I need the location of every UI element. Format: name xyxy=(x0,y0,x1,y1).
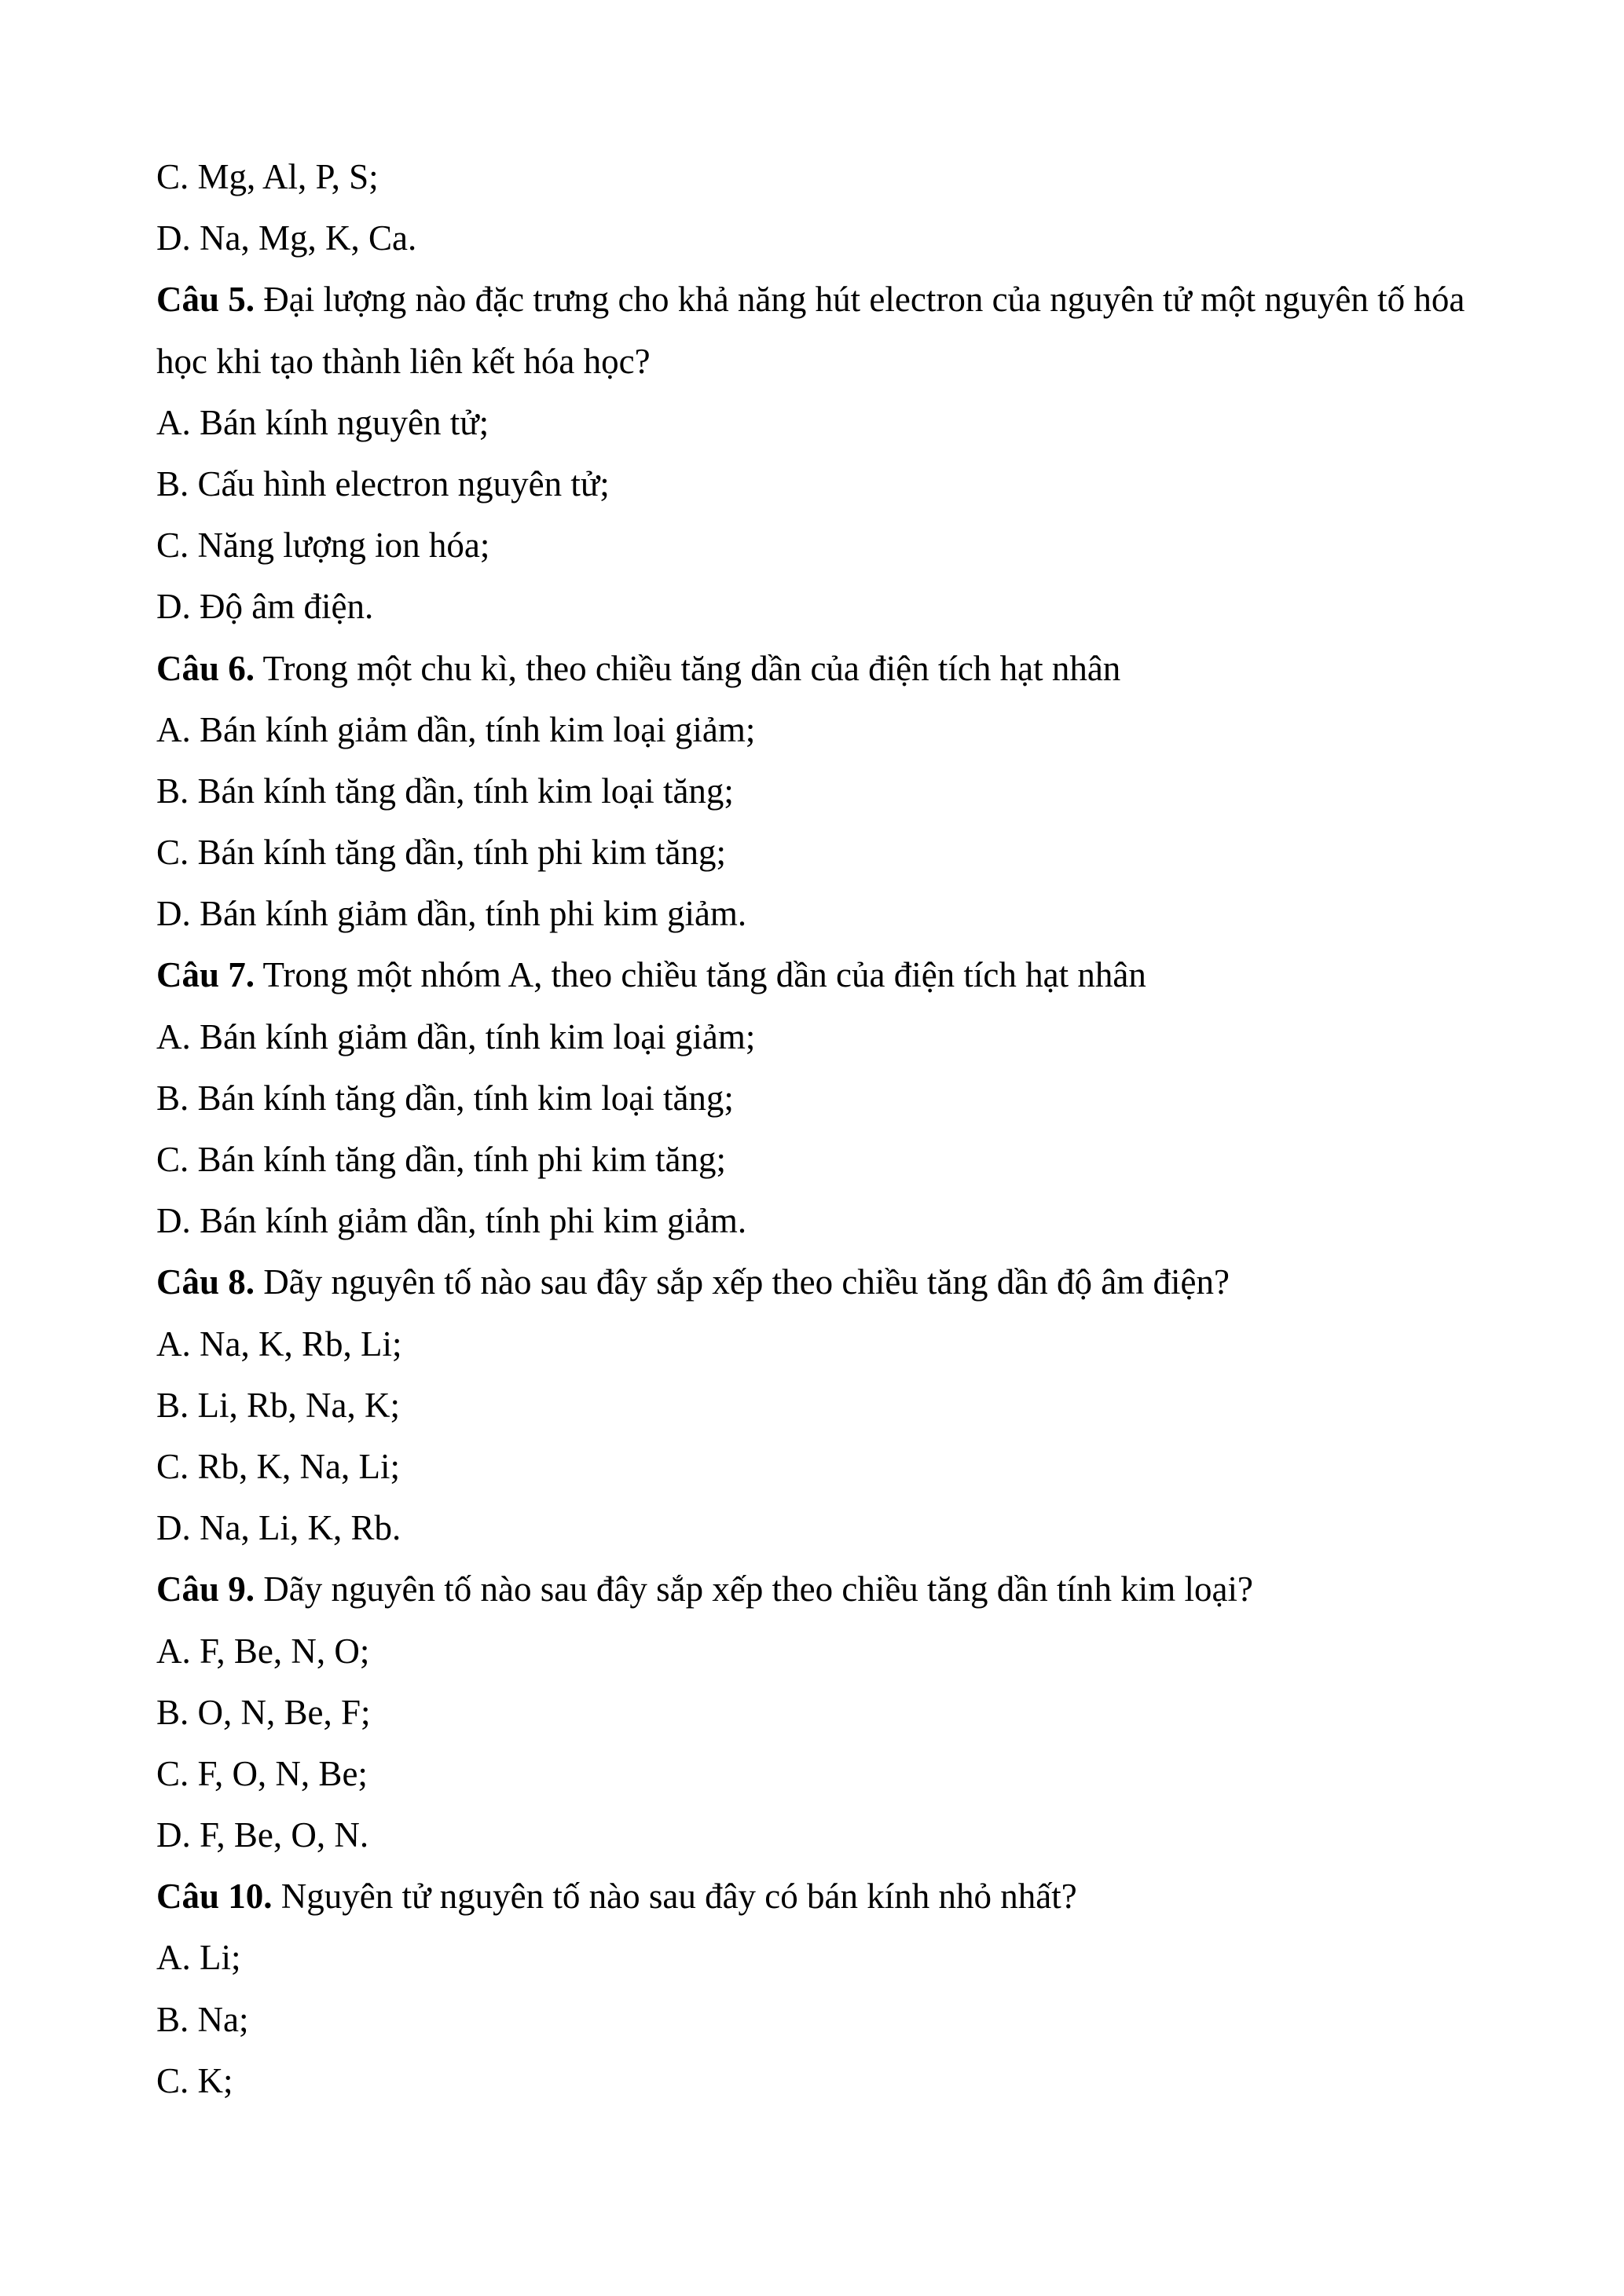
option-a: A. F, Be, N, O; xyxy=(156,1631,370,1671)
option-b: B. Cấu hình electron nguyên tử; xyxy=(156,463,610,504)
option-a: A. Bán kính nguyên tử; xyxy=(156,402,489,442)
question-label: Câu 6. xyxy=(156,648,255,688)
question-text: Dãy nguyên tố nào sau đây sắp xếp theo chiều tăng dần tính kim loại? xyxy=(255,1569,1253,1609)
question-stem xyxy=(156,944,1476,1005)
option-d: D. Na, Li, K, Rb. xyxy=(156,1508,401,1548)
question-7 xyxy=(156,944,1476,1251)
option-a: A. Bán kính giảm dần, tính kim loại giảm; xyxy=(156,1016,756,1056)
option-d: D. Độ âm điện. xyxy=(156,587,374,627)
option-d: D. F, Be, O, N. xyxy=(156,1815,369,1855)
option-b: B. Bán kính tăng dần, tính kim loại tăng; xyxy=(156,1078,734,1118)
question-label: Câu 9. xyxy=(156,1569,255,1609)
option-b: B. O, N, Be, F; xyxy=(156,1692,371,1732)
question-9 xyxy=(156,1558,1476,1866)
question-stem xyxy=(156,269,1476,391)
option-c: C. Rb, K, Na, Li; xyxy=(156,1446,400,1486)
question-text: Trong một nhóm A, theo chiều tăng dần của điện tích hạt nhân xyxy=(255,955,1146,995)
question-label: Câu 8. xyxy=(156,1262,255,1302)
option-d: D. Na, Mg, K, Ca. xyxy=(156,218,417,258)
option-c: C. Bán kính tăng dần, tính phi kim tăng; xyxy=(156,1140,726,1180)
option-b: B. Bán kính tăng dần, tính kim loại tăng; xyxy=(156,771,734,811)
question-text: Đại lượng nào đặc trưng cho khả năng hút electron của nguyên tử một nguyên tố hóa học khi tạo thành liên kết hóa học? xyxy=(156,280,1465,381)
option-a: A. Li; xyxy=(156,1938,241,1978)
option-c: C. Mg, Al, P, S; xyxy=(156,157,379,196)
leading-options xyxy=(156,146,1476,269)
option-c: C. K; xyxy=(156,2060,233,2100)
question-label: Câu 5. xyxy=(156,280,255,320)
question-text: Trong một chu kì, theo chiều tăng dần của điện tích hạt nhân xyxy=(255,648,1121,688)
option-a: A. Bán kính giảm dần, tính kim loại giảm; xyxy=(156,709,756,749)
question-text: Nguyên tử nguyên tố nào sau đây có bán kính nhỏ nhất? xyxy=(272,1877,1077,1917)
question-8 xyxy=(156,1251,1476,1558)
question-stem xyxy=(156,1251,1476,1313)
option-d: D. Bán kính giảm dần, tính phi kim giảm. xyxy=(156,894,747,934)
option-d: D. Bán kính giảm dần, tính phi kim giảm. xyxy=(156,1201,747,1241)
option-a: A. Na, K, Rb, Li; xyxy=(156,1324,402,1364)
question-label: Câu 10. xyxy=(156,1877,273,1917)
question-label: Câu 7. xyxy=(156,955,255,995)
option-c: C. F, O, N, Be; xyxy=(156,1753,368,1793)
question-stem xyxy=(156,1558,1476,1620)
option-c: C. Năng lượng ion hóa; xyxy=(156,525,490,566)
question-stem xyxy=(156,1866,1476,1927)
question-10 xyxy=(156,1866,1476,2111)
question-5 xyxy=(156,269,1476,637)
option-c: C. Bán kính tăng dần, tính phi kim tăng; xyxy=(156,833,726,873)
question-stem xyxy=(156,638,1476,699)
document-page xyxy=(156,146,1476,2111)
question-6 xyxy=(156,638,1476,945)
option-b: B. Li, Rb, Na, K; xyxy=(156,1385,400,1425)
question-text: Dãy nguyên tố nào sau đây sắp xếp theo chiều tăng dần độ âm điện? xyxy=(255,1262,1230,1302)
option-b: B. Na; xyxy=(156,1999,249,2039)
